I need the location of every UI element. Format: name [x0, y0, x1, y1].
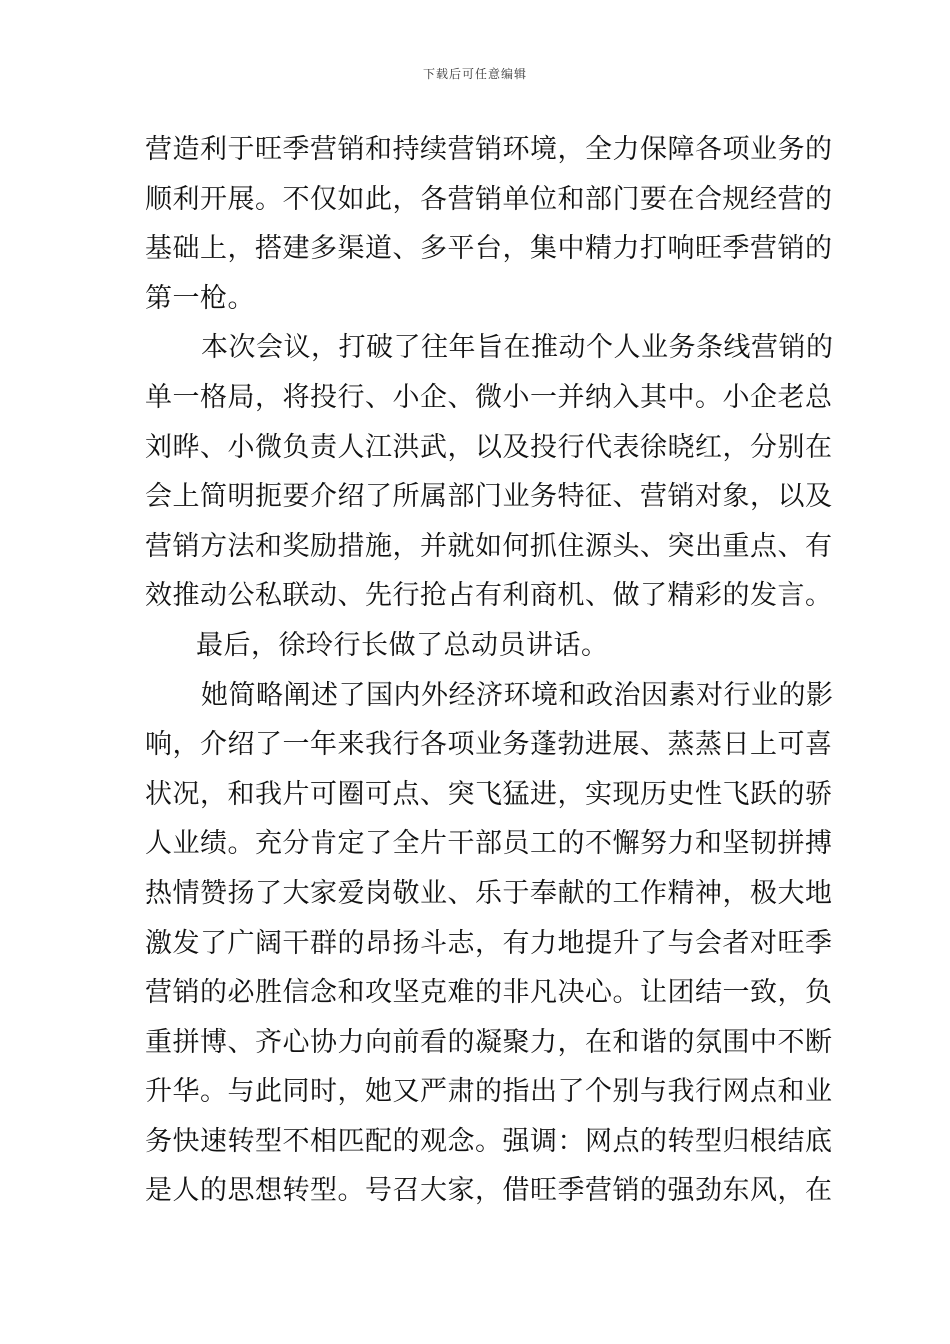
text-line: 顺利开展。不仅如此，各营销单位和部门要在合规经营的	[145, 183, 833, 215]
text-line: 热情赞扬了大家爱岗敬业、乐于奉献的工作精神，极大地	[145, 877, 833, 909]
text-line: 重拼博、齐心协力向前看的凝聚力，在和谐的氛围中不断	[145, 1026, 833, 1058]
text-line: 刘晔、小微负责人江洪武，以及投行代表徐晓红，分别在	[145, 431, 833, 463]
text-line: 是人的思想转型。号召大家，借旺季营销的强劲东风，在	[145, 1175, 833, 1207]
document-body	[145, 125, 834, 1216]
text-line: 响，介绍了一年来我行各项业务蓬勃进展、蒸蒸日上可喜	[145, 729, 833, 761]
paragraph-start-line: 她简略阐述了国内外经济环境和政治因素对行业的影	[201, 679, 834, 711]
text-line: 单一格局，将投行、小企、微小一并纳入其中。小企老总	[145, 381, 833, 413]
text-line: 营造利于旺季营销和持续营销环境，全力保障各项业务的	[145, 134, 833, 165]
text-line: 会上简明扼要介绍了所属部门业务特征、营销对象，以及	[145, 481, 833, 513]
text-line: 营销方法和奖励措施，并就如何抓住源头、突出重点、有	[145, 530, 833, 562]
text-line: 营销的必胜信念和攻坚克难的非凡决心。让团结一致，负	[145, 977, 833, 1009]
page-header: 下载后可任意编辑	[422, 67, 527, 81]
text-line: 人业绩。充分肯定了全片干部员工的不懈努力和坚韧拼搏	[145, 828, 833, 860]
paragraph-start-line: 最后，徐玲行长做了总动员讲话。	[196, 629, 609, 661]
text-line: 基础上，搭建多渠道、多平台，集中精力打响旺季营销的	[145, 233, 833, 265]
text-line: 状况，和我片可圈可点、突飞猛进，实现历史性飞跃的骄	[145, 778, 833, 810]
text-line: 效推动公私联动、先行抢占有利商机、做了精彩的发言。	[145, 580, 833, 612]
paragraph-start-line: 本次会议，打破了往年旨在推动个人业务条线营销的	[201, 332, 834, 364]
text-line: 激发了广阔干群的昂扬斗志，有力地提升了与会者对旺季	[145, 927, 833, 959]
text-line: 务快速转型不相匹配的观念。强调：网点的转型归根结底	[145, 1125, 833, 1157]
text-line: 第一枪。	[145, 282, 255, 314]
text-line: 升华。与此同时，她又严肃的指出了个别与我行网点和业	[145, 1076, 833, 1108]
